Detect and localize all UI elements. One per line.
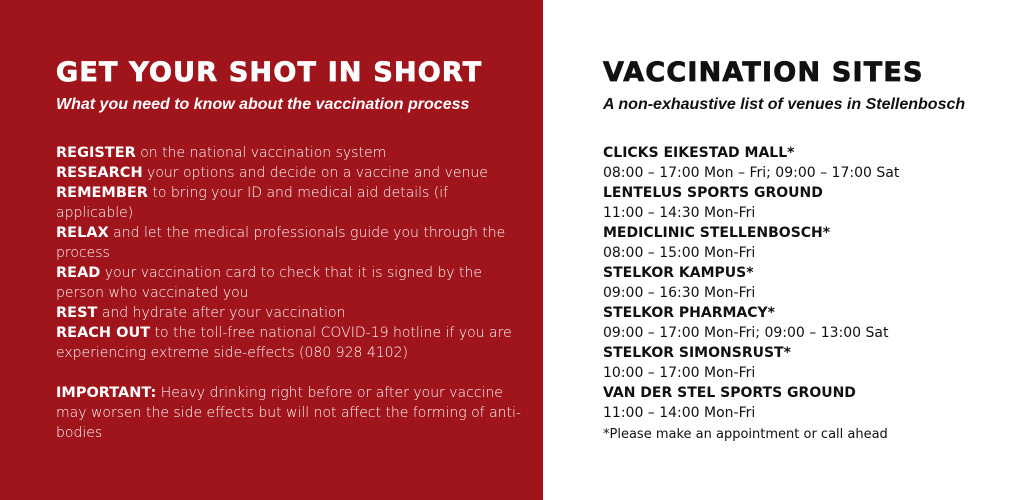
site-item bbox=[603, 383, 1004, 423]
sites-panel bbox=[543, 0, 1024, 500]
sites-subtitle: A non-exhaustive list of venues in Stellenbosch bbox=[603, 96, 966, 113]
step-text: to bring your ID and medical aid details (if applicable) bbox=[56, 185, 449, 221]
site-hours: 09:00 – 17:00 Mon-Fri; 09:00 – 13:00 Sat bbox=[603, 325, 889, 341]
step-text: to the toll-free national COVID-19 hotline if you are experiencing extreme side-effects (080 928 4102) bbox=[56, 325, 512, 361]
step-lead: RELAX bbox=[56, 225, 109, 241]
process-steps bbox=[56, 143, 523, 363]
step-lead: REGISTER bbox=[56, 145, 136, 161]
sites-title: VACCINATION SITES bbox=[603, 57, 924, 88]
site-hours: 11:00 – 14:00 Mon-Fri bbox=[603, 405, 756, 421]
process-subtitle: What you need to know about the vaccination process bbox=[56, 96, 470, 113]
site-name: CLICKS EIKESTAD MALL* bbox=[603, 145, 795, 161]
step-reach-out bbox=[56, 323, 523, 363]
step-lead: REMEMBER bbox=[56, 185, 148, 201]
site-name: MEDICLINIC STELLENBOSCH* bbox=[603, 225, 831, 241]
site-name: LENTELUS SPORTS GROUND bbox=[603, 185, 823, 201]
site-hours: 11:00 – 14:30 Mon-Fri bbox=[603, 205, 756, 221]
step-lead: RESEARCH bbox=[56, 165, 143, 181]
site-item bbox=[603, 303, 1004, 343]
site-name: STELKOR KAMPUS* bbox=[603, 265, 754, 281]
site-hours: 09:00 – 16:30 Mon-Fri bbox=[603, 285, 756, 301]
step-text: and let the medical professionals guide you through the process bbox=[56, 225, 506, 261]
important-text: Heavy drinking right before or after your vaccine may worsen the side effects but will not affect the forming of anti-bodies bbox=[56, 385, 521, 441]
important-lead: IMPORTANT: bbox=[56, 385, 157, 401]
step-remember bbox=[56, 183, 523, 223]
site-item bbox=[603, 343, 1004, 383]
important-note bbox=[56, 383, 523, 443]
appointment-footnote: *Please make an appointment or call ahead bbox=[603, 427, 888, 442]
step-text: your vaccination card to check that it is signed by the person who vaccinated you bbox=[56, 265, 483, 301]
step-text: your options and decide on a vaccine and venue bbox=[142, 165, 488, 181]
site-hours: 08:00 – 15:00 Mon-Fri bbox=[603, 245, 756, 261]
step-lead: READ bbox=[56, 265, 101, 281]
site-hours: 08:00 – 17:00 Mon – Fri; 09:00 – 17:00 Sat bbox=[603, 165, 900, 181]
step-rest bbox=[56, 303, 523, 323]
step-register bbox=[56, 143, 523, 163]
step-text: and hydrate after your vaccination bbox=[97, 305, 346, 321]
site-hours: 10:00 – 17:00 Mon-Fri bbox=[603, 365, 756, 381]
site-item bbox=[603, 223, 1004, 263]
step-lead: REACH OUT bbox=[56, 325, 151, 341]
site-item bbox=[603, 183, 1004, 223]
site-item bbox=[603, 263, 1004, 303]
site-item bbox=[603, 143, 1004, 183]
step-text: on the national vaccination system bbox=[135, 145, 387, 161]
step-lead: REST bbox=[56, 305, 98, 321]
sites-list bbox=[603, 143, 1004, 445]
process-title: GET YOUR SHOT IN SHORT bbox=[56, 57, 483, 88]
step-research bbox=[56, 163, 523, 183]
site-name: STELKOR PHARMACY* bbox=[603, 305, 775, 321]
site-name: STELKOR SIMONSRUST* bbox=[603, 345, 791, 361]
site-name: VAN DER STEL SPORTS GROUND bbox=[603, 385, 856, 401]
step-read bbox=[56, 263, 523, 303]
step-relax bbox=[56, 223, 523, 263]
